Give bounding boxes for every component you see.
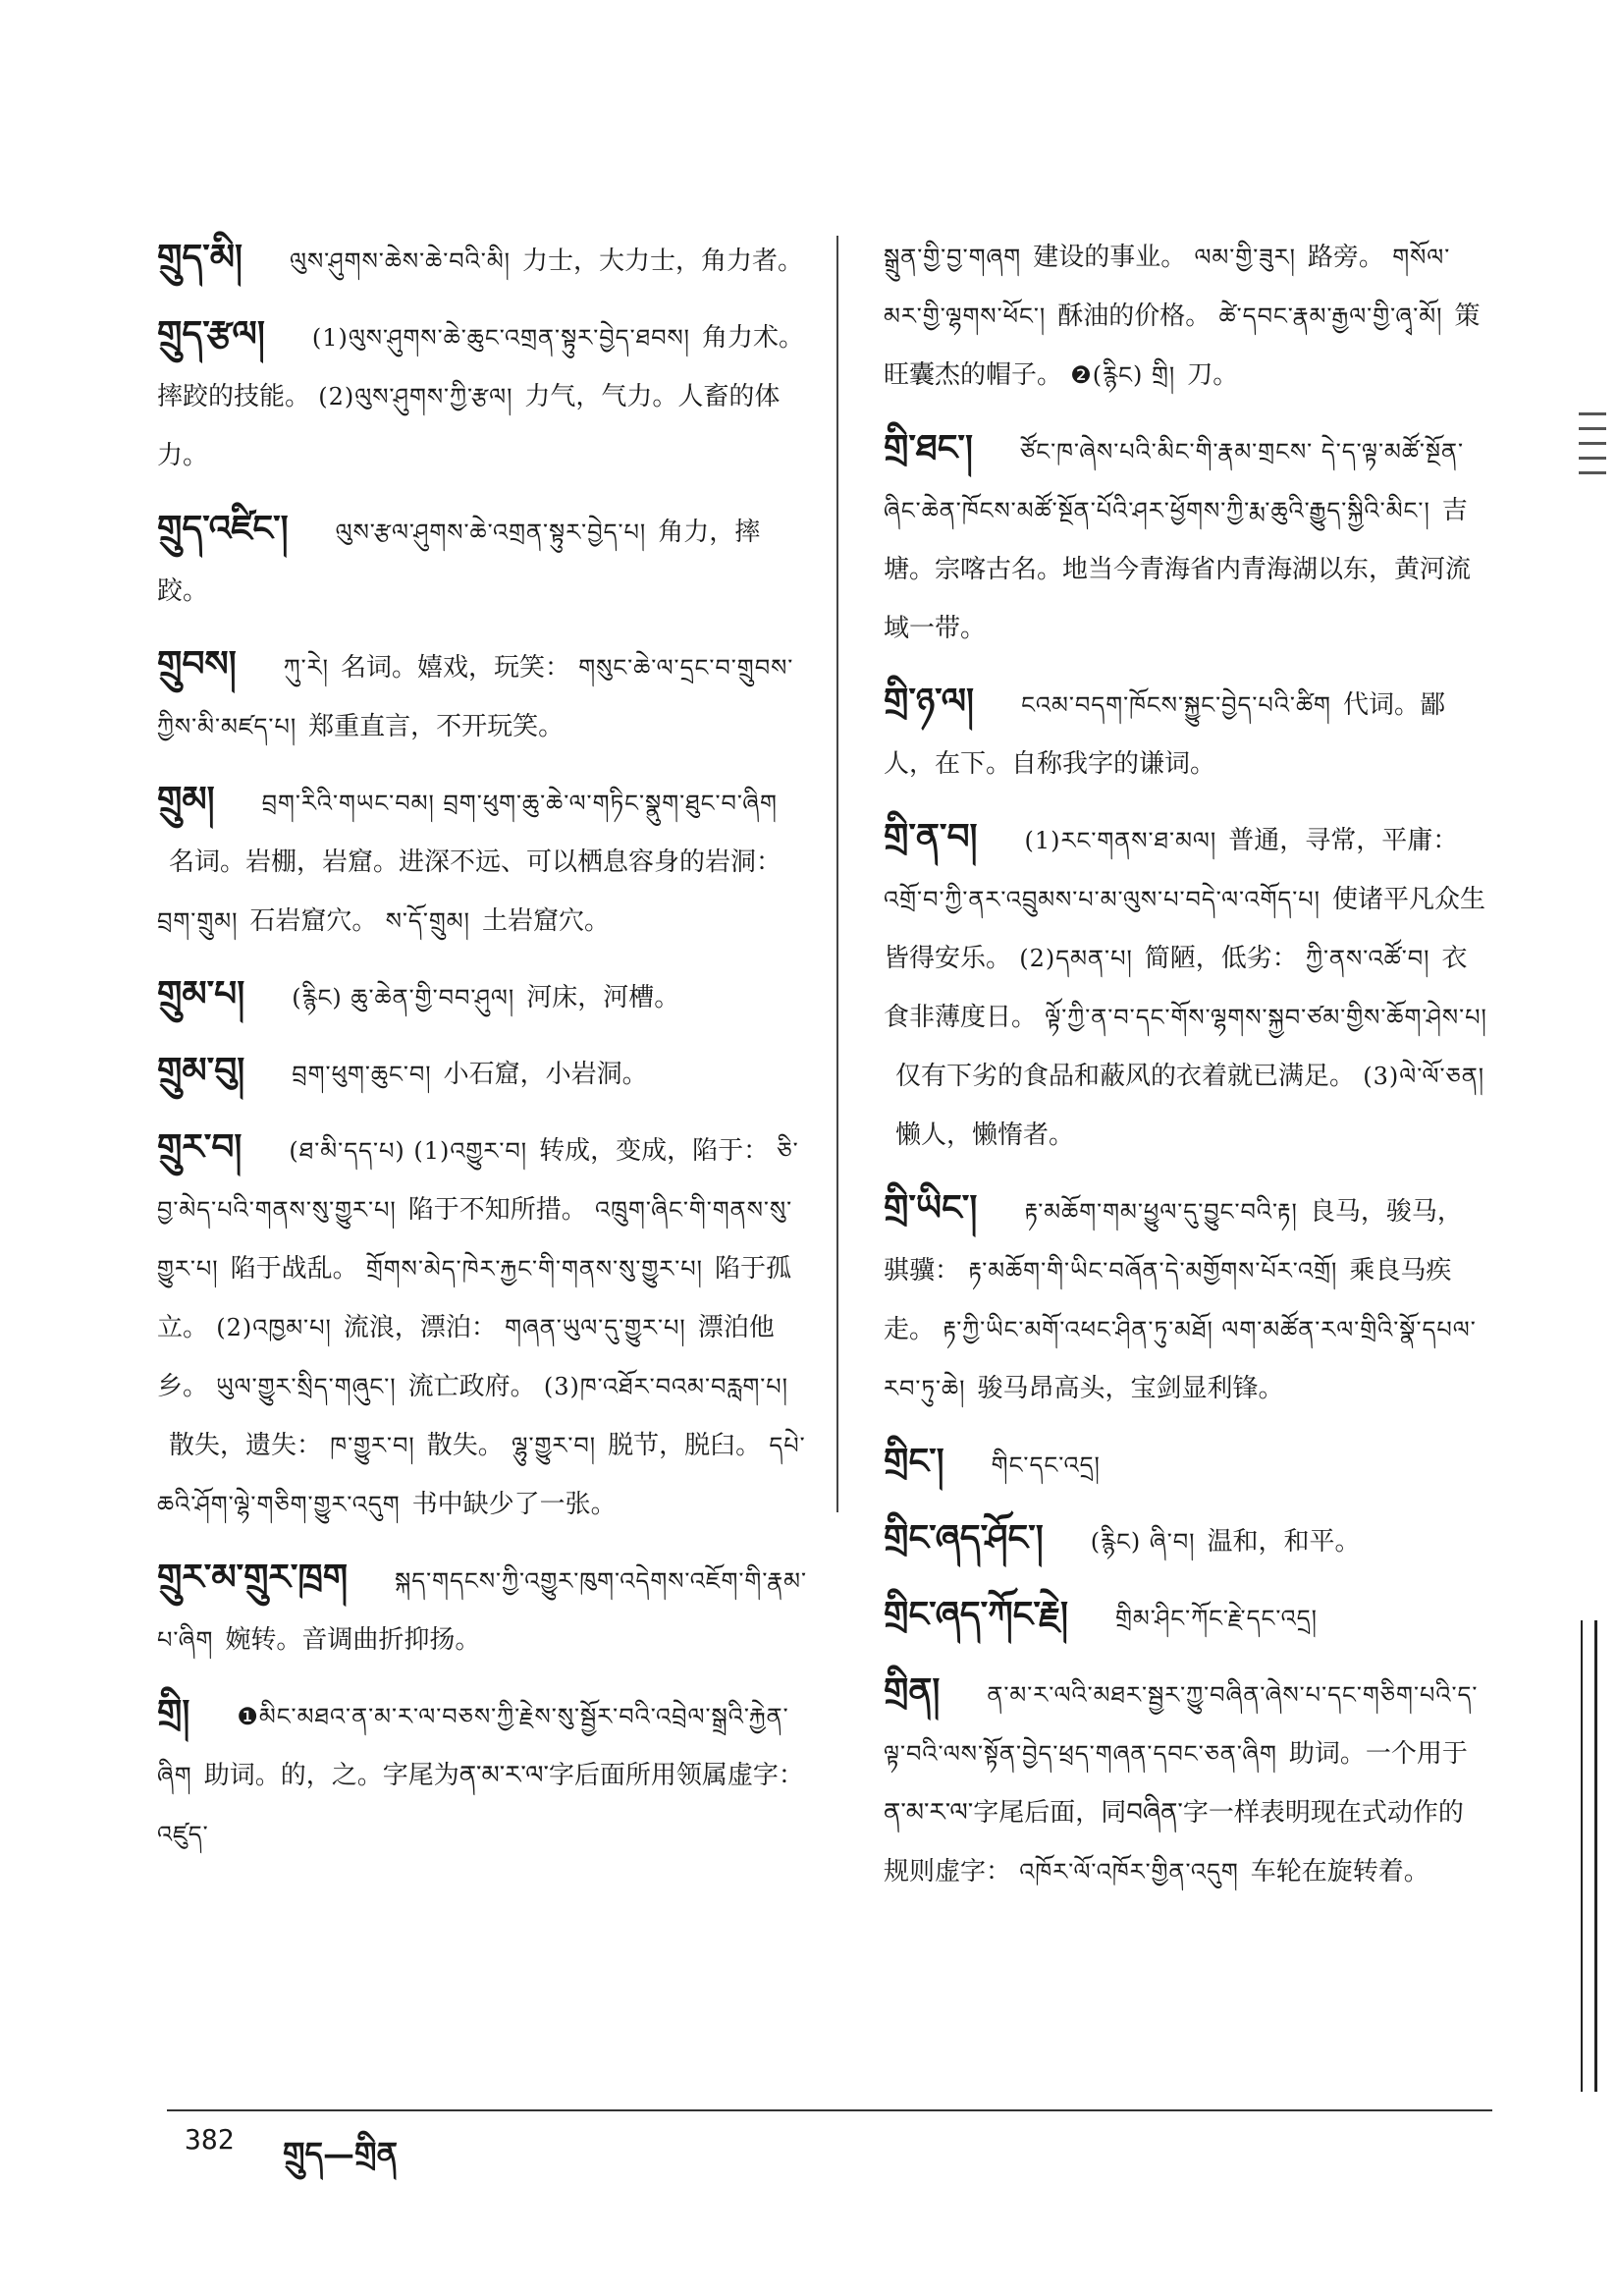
entry-continuation: [884, 228, 1487, 405]
chinese-translation: 温和，和平。: [1207, 1527, 1361, 1557]
headword: གྲུར་མ་གྲུར་ཁྲག: [157, 1557, 349, 1598]
chinese-translation: 助词。一个用于ན་མ་ར་ལ་字尾后面，同བཞིན་字一样表明现在式动作的规则虚字：: [884, 1739, 1468, 1886]
tibetan-example: འཁོར་ལོ་འཁོར་གྱིན་འདུག: [1019, 1858, 1239, 1886]
page-number: 382: [185, 2123, 235, 2156]
headword: གྲུམ།: [157, 779, 215, 820]
entry: [157, 1118, 810, 1534]
tibetan-example: འཛུད་: [157, 1821, 209, 1848]
tibetan-example: གསུང་ཆེ་ལ་དྲང་བ་གྲུབས་ཀྱིས་མི་མཛད་པ།: [157, 654, 794, 740]
headword: གྲུམ་བུ།: [157, 1050, 245, 1091]
tibetan-definition: ལུས་ཤུགས་ཆེས་ཆེ་བའི་མི།: [290, 247, 511, 275]
running-head: གྲུད—གྲིན: [283, 2135, 398, 2172]
chinese-translation: 策旺囊杰的帽子。: [884, 301, 1481, 390]
chinese-translation: 刀。: [1187, 360, 1239, 390]
tibetan-example: ལྟོ་ཀྱི་ན་བ་དང་གོས་ལྷགས་སྐྱབ་ཙམ་གྱིས་ཆོག་ཤེས་པ།: [1045, 1004, 1487, 1031]
tibetan-example: ཀྱི་ནས་འཚོ་བ།: [1306, 945, 1430, 972]
chinese-translation: 陷于战乱。: [230, 1254, 358, 1284]
chinese-translation: 陷于不知所措。: [407, 1195, 587, 1225]
headword: གྲི་ཐང་།: [884, 427, 973, 468]
entry: [157, 964, 810, 1027]
headword: གྲུད་རྩལ།: [157, 313, 265, 355]
entry: [884, 1585, 1487, 1648]
entry: [157, 634, 810, 756]
chinese-translation: 漂泊他乡。: [157, 1313, 775, 1401]
entry: [157, 228, 810, 291]
tibetan-definition: གིང་དང་འདྲ།: [991, 1451, 1101, 1479]
left-column: [157, 228, 810, 1878]
tibetan-definition: (2)དམན་པ།: [1019, 945, 1133, 972]
chinese-translation: 散失，遗失：: [169, 1431, 323, 1460]
tibetan-definition: ལུས་རྩལ་ཤུགས་ཆེ་འགྲན་སྟུར་བྱེད་པ།: [335, 519, 647, 546]
scan-edge-marks: [1579, 412, 1606, 520]
tibetan-definition: བྲག་རིའི་གཡང་བམ། བྲག་ཕུག་ཆུ་ཆེ་ལ་གཏིང་སྣུག་ཐུང་བ་ཞིག: [261, 790, 778, 817]
chinese-translation: 散失。: [426, 1431, 504, 1460]
chinese-translation: 酥油的价格。: [1057, 301, 1212, 331]
chinese-translation: 建设的事业。: [1033, 243, 1187, 272]
tibetan-definition: (3)ཁ་འཐོར་བའམ་བརླག་པ།: [543, 1373, 788, 1400]
tibetan-definition: (2)འཁྱམ་པ།: [216, 1314, 332, 1341]
headword: གྲིང་།: [884, 1441, 944, 1482]
chinese-translation: 懒人，懒惰者。: [895, 1121, 1075, 1150]
chinese-translation: 流浪，漂泊：: [343, 1313, 497, 1342]
chinese-translation: 小石窟，小岩洞。: [443, 1060, 648, 1089]
entry: [884, 672, 1487, 793]
tibetan-definition: ངའམ་བདག་ཁོངས་སྐྱུང་བྱེད་པའི་ཚིག: [1021, 691, 1331, 719]
entry: [884, 418, 1487, 658]
entry: [157, 1041, 810, 1104]
scan-edge-border: [1581, 1620, 1597, 2092]
entry: [157, 770, 810, 951]
right-column: [884, 228, 1487, 1915]
chinese-translation: 路旁。: [1307, 243, 1384, 272]
tibetan-example: ས་དོ་གྲུམ།: [385, 907, 470, 935]
headword: གྲི་ཡིང་།: [884, 1187, 978, 1229]
tibetan-example: ལྷུ་གྱུར་བ།: [512, 1432, 597, 1459]
entry: [884, 1432, 1487, 1495]
entry: [884, 1508, 1487, 1571]
chinese-translation: 脱节，脱臼。: [608, 1431, 762, 1460]
footer-rule: [167, 2109, 1492, 2111]
entry: [157, 1683, 810, 1864]
headword: གྲིང་ཞད་ཤོང་།: [884, 1517, 1044, 1558]
tibetan-definition: ཙོང་ཁ་ཞེས་པའི་མིང་གི་རྣམ་གྲངས་ དེ་ད་ལྟ་མཚོ་སྔོན་ཞིང་ཆེན་ཁོངས་མཚོ་སྔོན་པོའི་ཤར་ཕྱོགས་ཀྱི་རྨ་ཆུའི་རྒྱུད་སྐྱིའི་མིང་།: [884, 438, 1465, 524]
chinese-translation: 角力，摔跤。: [157, 518, 761, 606]
tibetan-definition: ❶མིང་མཐའ་ན་མ་ར་ལ་བཅས་ཀྱི་རྗེས་སུ་སྦྱོར་བའི་འབྲེལ་སྒྲའི་རྐྱེན་ཞིག: [157, 1703, 789, 1789]
tibetan-definition: (རྙིང) ཆུ་ཆེན་གྱི་བབ་ཤུལ།: [292, 984, 515, 1011]
chinese-translation: 衣食非薄度日。: [884, 944, 1468, 1032]
chinese-translation: 简陋，低劣：: [1144, 944, 1298, 973]
tibetan-example: གྲོགས་མེད་ཁེར་རྐྱང་གི་གནས་སུ་གྱུར་པ།: [365, 1255, 704, 1283]
tibetan-example: ཡུལ་གྱུར་སྲིད་གཞུང་།: [216, 1373, 397, 1400]
chinese-translation: 书中缺少了一张。: [411, 1490, 617, 1519]
tibetan-example: ཁ་གྱུར་བ།: [330, 1432, 415, 1459]
chinese-translation: 名词。岩棚，岩窟。进深不远、可以栖息容身的岩洞：: [169, 847, 782, 877]
tibetan-definition: རྟ་མཆོག་གམ་ཕྱུལ་དུ་བྱུང་བའི་རྟ།: [1024, 1198, 1298, 1226]
tibetan-definition: སྐད་གདངས་ཀྱི་འགྱུར་ཁུག་འདེགས་འཇོག་གི་རྣམ་པ་ཞིག: [157, 1567, 808, 1654]
entry: [157, 499, 810, 621]
tibetan-definition: ཀུ་རེ།: [283, 654, 329, 682]
chinese-translation: 流亡政府。: [407, 1372, 536, 1401]
chinese-translation: 吉塘。宗喀古名。地当今青海省内青海湖以东，黄河流域一带。: [884, 496, 1472, 643]
headword: གྲི་ན་བ།: [884, 816, 978, 857]
tibetan-example: སྒྲུན་གྱི་བྱ་གཞག: [884, 244, 1022, 271]
tibetan-example: འཁྲུག་ཞིང་གི་གནས་སུ་གྱུར་པ།: [157, 1196, 793, 1283]
headword: གྲི་ཉ་ལ།: [884, 681, 975, 722]
tibetan-definition: (1)རང་གནས་ཐ་མལ།: [1024, 827, 1217, 854]
chinese-translation: 良马，骏马，骐骥：: [884, 1197, 1463, 1285]
headword: གྲི།: [157, 1692, 190, 1733]
entry: [884, 807, 1487, 1165]
tibetan-definition: (ཐ་མི་དད་པ) (1)འགྱུར་བ།: [289, 1137, 528, 1165]
chinese-translation: 土岩窟穴。: [481, 906, 610, 936]
entry: [884, 1662, 1487, 1901]
entry: [157, 304, 810, 485]
tibetan-definition: (རྙིང) ཞི་བ།: [1090, 1528, 1196, 1556]
entry: [884, 1178, 1487, 1418]
tibetan-example: དཔེ་ཆའི་ཤོག་ལྷེ་གཅིག་གྱུར་འདུག: [157, 1432, 806, 1518]
tibetan-example: ཚེ་དབང་རྣམ་རྒྱལ་གྱི་ཞྭ་མོ།: [1218, 302, 1443, 330]
chinese-translation: 河床，河槽。: [526, 983, 680, 1012]
chinese-translation: 车轮在旋转着。: [1250, 1857, 1429, 1886]
tibetan-definition: ན་མ་ར་ལའི་མཐར་སྦྱར་ཀྱུ་བཞིན་ཞེས་པ་དང་གཅིག་པའི་ད་ལྟ་བའི་ལས་སྟོན་བྱེད་ཕྲད་གཞན་དབང་ཅན་ཞིག: [884, 1681, 1479, 1768]
tibetan-example: ཅི་བྱ་མེད་པའི་གནས་སུ་གྱུར་པ།: [157, 1137, 799, 1224]
tibetan-example: གསོལ་མར་གྱི་ལྷགས་ཕོང་།: [884, 244, 1451, 330]
chinese-translation: 乘良马疾走。: [884, 1256, 1452, 1344]
chinese-translation: 普通，寻常，平庸：: [1228, 826, 1459, 855]
entry: [157, 1548, 810, 1669]
chinese-translation: 力士，大力士，角力者。: [522, 246, 804, 276]
headword: གྲུབས།: [157, 643, 237, 684]
chinese-translation: 名词。嬉戏，玩笑：: [340, 653, 570, 683]
headword: གྲུར་བ།: [157, 1126, 243, 1168]
column-divider: [836, 236, 838, 1512]
headword: གྲུད་འཛིང་།: [157, 508, 289, 549]
chinese-translation: 代词。鄙人，在下。自称我字的谦词。: [884, 690, 1445, 779]
chinese-translation: 助词。的，之。字尾为ན་མ་ར་ལ་字后面所用领属虚字：: [203, 1761, 804, 1790]
headword: གྲིང་ཞད་ཀོང་རྗེ།: [884, 1594, 1069, 1635]
tibetan-example: རྟ་ཀྱི་ཡིང་མགོ་འཕང་ཤིན་ཏུ་མཐོ། ལག་མཚོན་རལ་གྲིའི་སྣོ་དཔལ་རབ་ཏུ་ཆེ།: [884, 1316, 1477, 1402]
tibetan-definition: (2)ལུས་ཤུགས་ཀྱི་རྩལ།: [318, 383, 513, 410]
tibetan-example: ལམ་གྱི་ཟུར།: [1194, 244, 1296, 271]
tibetan-example: རྟ་མཆོག་གི་ཡིང་བཞོན་དེ་མགྱོགས་པོར་འགྲོ།: [968, 1257, 1338, 1285]
tibetan-definition: བྲག་ཕུག་ཆུང་བ།: [292, 1061, 432, 1088]
chinese-translation: 骏马昂高头，宝剑显利锋。: [977, 1374, 1284, 1403]
tibetan-example: འགྲོ་བ་ཀྱི་ནར་འབྲུམས་པ་མ་ལུས་པ་བདེ་ལ་འགོད་པ།: [884, 886, 1321, 913]
chinese-translation: 使诸平凡众生皆得安乐。: [884, 885, 1486, 973]
chinese-translation: 石岩窟穴。: [249, 906, 378, 936]
chinese-translation: 婉转。音调曲折抑扬。: [225, 1625, 481, 1655]
headword: གྲུམ་པ།: [157, 973, 245, 1014]
chinese-translation: 转成，变成，陷于：: [539, 1136, 770, 1166]
chinese-translation: 力气，气力。人畜的体力。: [157, 382, 781, 470]
tibetan-example: བྲག་གྲུམ།: [157, 907, 239, 935]
chinese-translation: 角力术。摔跤的技能。: [157, 323, 805, 411]
tibetan-definition: གྲིམ་ཤིང་ཀོང་རྗེ་དང་འདྲ།: [1115, 1605, 1318, 1632]
headword: གྲུད་མི།: [157, 237, 243, 278]
headword: གྲིན།: [884, 1670, 941, 1712]
tibetan-example: གཞན་ཡུལ་དུ་གྱུར་པ།: [505, 1314, 686, 1341]
tibetan-definition: (1)ལུས་ཤུགས་ཆེ་ཆུང་འགྲན་སྟུར་བྱེད་ཐབས།: [311, 324, 691, 352]
tibetan-definition: (3)ལེ་ལོ་ཅན།: [1363, 1063, 1485, 1090]
chinese-translation: 陷于孤立。: [157, 1254, 792, 1342]
chinese-translation: 郑重直言，不开玩笑。: [308, 712, 565, 741]
tibetan-definition: ❷(རྙིང) གྲི།: [1070, 361, 1176, 389]
chinese-translation: 仅有下劣的食品和蔽风的衣着就已满足。: [895, 1062, 1356, 1091]
